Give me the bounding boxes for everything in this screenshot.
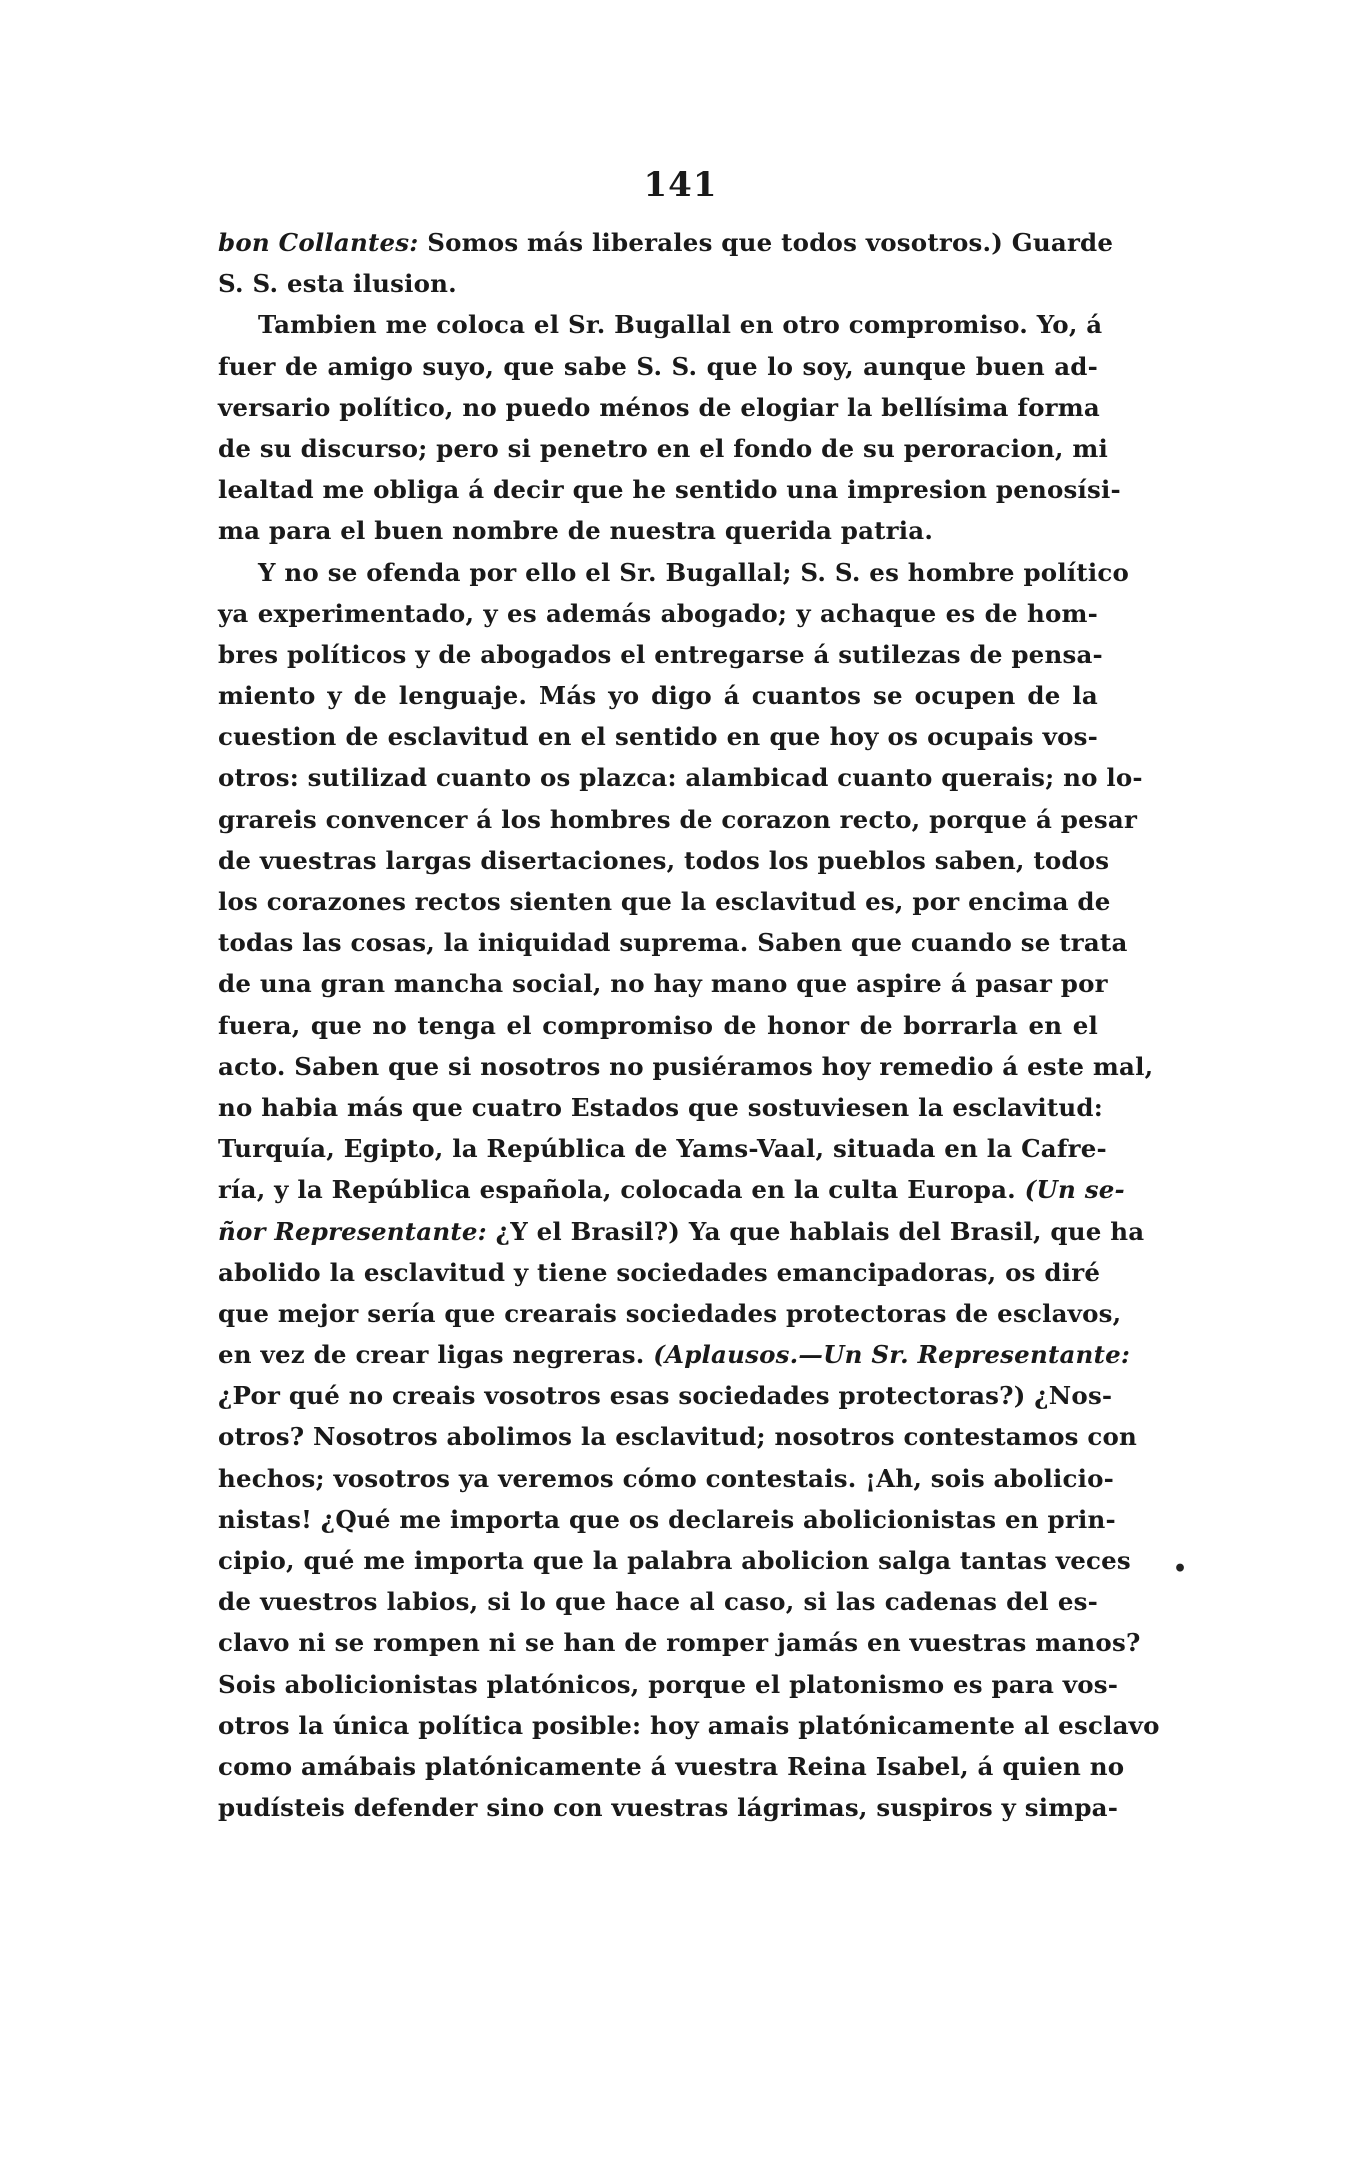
text-segment: clavo ni se rompen ni se han de romper jamás en vuestras manos? bbox=[218, 1628, 1141, 1658]
text-line bbox=[218, 387, 1098, 428]
text-segment: Tambien me coloca el Sr. Bugallal en otro compromiso. Yo, á bbox=[258, 310, 1103, 340]
italic-segment: (Aplausos.—Un Sr. Representante: bbox=[653, 1340, 1131, 1370]
text-segment: ma para el buen nombre de nuestra querida patria. bbox=[218, 516, 934, 546]
text-segment: grareis convencer á los hombres de corazon recto, porque á pesar bbox=[218, 804, 1138, 834]
text-line bbox=[218, 1705, 1160, 1746]
text-line bbox=[218, 1252, 1101, 1293]
text-line bbox=[218, 1664, 1119, 1705]
text-line bbox=[218, 552, 1130, 593]
text-line bbox=[218, 428, 1108, 469]
text-line bbox=[218, 1787, 1119, 1828]
text-segment: de una gran mancha social, no hay mano que aspire á pasar por bbox=[218, 969, 1108, 999]
text-segment: todas las cosas, la iniquidad suprema. Saben que cuando se trata bbox=[218, 928, 1128, 958]
text-segment: fuera, que no tenga el compromiso de honor de borrarla en el bbox=[218, 1010, 1098, 1040]
text-line bbox=[218, 757, 1143, 798]
text-line bbox=[218, 1169, 1125, 1210]
text-segment: miento y de lenguaje. Más yo digo á cuantos se ocupen de la bbox=[218, 681, 1098, 711]
text-line bbox=[218, 510, 1098, 551]
text-segment: ¿Por qué no creais vosotros esas sociedades protectoras?) ¿Nos- bbox=[218, 1381, 1113, 1411]
text-line bbox=[218, 469, 1121, 510]
text-line bbox=[218, 1005, 1098, 1046]
italic-segment: (Un se- bbox=[1024, 1175, 1125, 1205]
text-segment: cuestion de esclavitud en el sentido en que hoy os ocupais vos- bbox=[218, 722, 1098, 752]
text-segment: Y no se ofenda por ello el Sr. Bugallal; S. S. es hombre político bbox=[258, 557, 1130, 587]
text-segment: S. S. esta ilusion. bbox=[218, 269, 457, 299]
text-segment: abolido la esclavitud y tiene sociedades emancipadoras, os diré bbox=[218, 1257, 1101, 1287]
text-line bbox=[218, 263, 1098, 304]
text-line bbox=[218, 1499, 1116, 1540]
text-segment: Sois abolicionistas platónicos, porque el platonismo es para vos- bbox=[218, 1669, 1119, 1699]
text-segment: los corazones rectos sienten que la esclavitud es, por encima de bbox=[218, 887, 1111, 916]
text-segment: cipio, qué me importa que la palabra abolicion salga tantas veces bbox=[218, 1546, 1131, 1575]
text-line bbox=[218, 1622, 1141, 1663]
text-line bbox=[218, 634, 1103, 675]
text-segment: ya experimentado, y es además abogado; y achaque es de hom- bbox=[218, 598, 1098, 628]
text-line bbox=[218, 1211, 1145, 1252]
text-line bbox=[218, 1293, 1122, 1334]
page-number: 141 bbox=[643, 165, 718, 205]
text-line bbox=[218, 1540, 1131, 1581]
text-segment: bres políticos y de abogados el entregarse á sutilezas de pensa- bbox=[218, 639, 1103, 669]
text-line bbox=[218, 1416, 1138, 1457]
text-segment: fuer de amigo suyo, que sabe S. S. que lo soy, aunque buen ad- bbox=[218, 351, 1098, 381]
text-line bbox=[218, 1581, 1098, 1622]
margin-mark: • bbox=[1173, 1556, 1188, 1582]
text-segment: otros la única política posible: hoy amais platónicamente al esclavo bbox=[218, 1710, 1160, 1740]
text-line bbox=[218, 1334, 1131, 1375]
text-line bbox=[218, 922, 1128, 963]
text-segment: ¿Y el Brasil?) Ya que hablais del Brasil, que ha bbox=[486, 1216, 1145, 1246]
text-segment: pudísteis defender sino con vuestras lágrimas, suspiros y simpa- bbox=[218, 1793, 1119, 1823]
text-line bbox=[218, 593, 1098, 634]
text-line bbox=[218, 963, 1108, 1004]
text-segment: de vuestros labios, si lo que hace al caso, si las cadenas del es- bbox=[218, 1587, 1098, 1617]
text-segment: hechos; vosotros ya veremos cómo contestais. ¡Ah, sois abolicio- bbox=[218, 1463, 1115, 1493]
text-line bbox=[218, 799, 1138, 840]
text-line bbox=[218, 346, 1098, 387]
text-segment: lealtad me obliga á decir que he sentido una impresion penosísi- bbox=[218, 475, 1121, 505]
text-segment: que mejor sería que crearais sociedades protectoras de esclavos, bbox=[218, 1298, 1122, 1328]
text-segment: otros: sutilizad cuanto os plazca: alambicad cuanto querais; no lo- bbox=[218, 763, 1143, 793]
text-segment: otros? Nosotros abolimos la esclavitud; nosotros contestamos con bbox=[218, 1422, 1138, 1452]
text-segment: ría, y la República española, colocada en la culta Europa. bbox=[218, 1175, 1025, 1205]
text-segment: Turquía, Egipto, la República de Yams-Vaal, situada en la Cafre- bbox=[218, 1134, 1107, 1164]
text-line bbox=[218, 675, 1098, 716]
text-segment: de vuestras largas disertaciones, todos los pueblos saben, todos bbox=[218, 845, 1110, 875]
text-line bbox=[218, 1087, 1103, 1128]
text-segment: como amábais platónicamente á vuestra Reina Isabel, á quien no bbox=[218, 1751, 1125, 1781]
text-line bbox=[218, 1458, 1115, 1499]
text-line bbox=[218, 1746, 1125, 1787]
text-line bbox=[218, 1128, 1107, 1169]
text-line bbox=[218, 1375, 1113, 1416]
text-line bbox=[218, 304, 1103, 345]
text-segment: nistas! ¿Qué me importa que os declareis abolicionistas en prin- bbox=[218, 1504, 1116, 1534]
text-segment: versario político, no puedo ménos de elogiar la bellísima forma bbox=[218, 392, 1100, 422]
text-line bbox=[218, 881, 1111, 922]
text-segment: en vez de crear ligas negreras. bbox=[218, 1340, 654, 1370]
text-line bbox=[218, 1046, 1154, 1087]
text-segment: Somos más liberales que todos vosotros.) Guarde bbox=[418, 228, 1114, 257]
text-line bbox=[218, 716, 1098, 757]
text-line bbox=[218, 840, 1110, 881]
text-line bbox=[218, 222, 1114, 263]
text-segment: de su discurso; pero si penetro en el fondo de su peroracion, mi bbox=[218, 433, 1108, 463]
body-text bbox=[218, 222, 1160, 1828]
italic-segment: ñor Representante: bbox=[218, 1216, 487, 1246]
text-segment: acto. Saben que si nosotros no pusiéramos hoy remedio á este mal, bbox=[218, 1051, 1154, 1081]
italic-segment: bon Collantes: bbox=[218, 228, 419, 257]
text-segment: no habia más que cuatro Estados que sostuviesen la esclavitud: bbox=[218, 1092, 1103, 1122]
